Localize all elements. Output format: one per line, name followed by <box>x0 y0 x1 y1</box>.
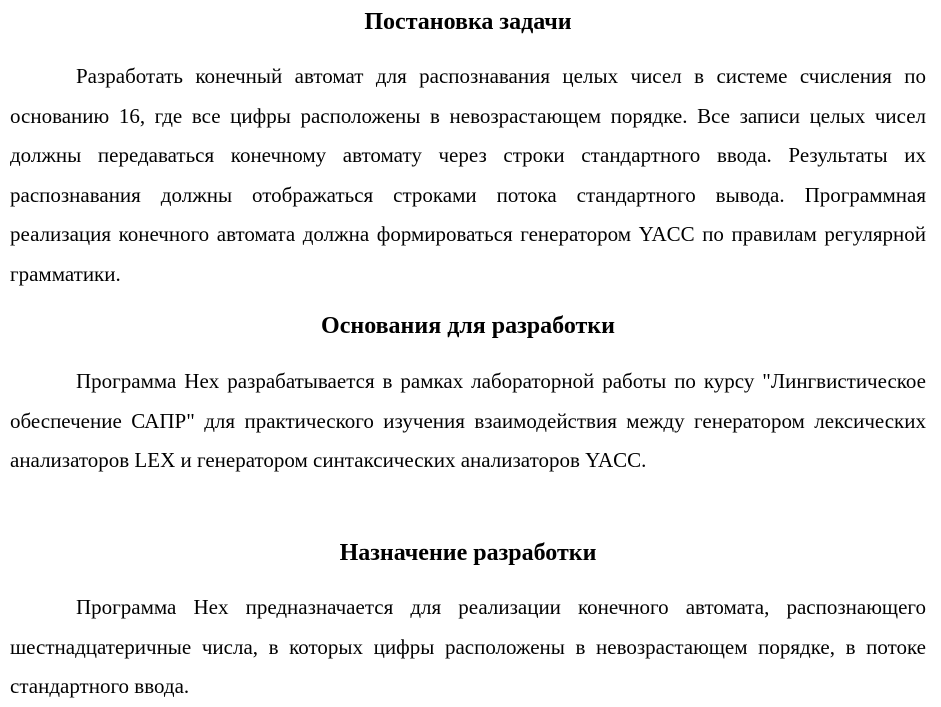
section-body-development-grounds: Программа Hex разрабатывается в рамках лабораторной работы по курсу "Лингвистическое обеспечение САПР" для практического изучения взаимодействия между генератором лексических анализаторов LEX и генератором синтаксических анализаторов YACC. <box>10 369 926 472</box>
section-body-development-purpose: Программа Hex предназначается для реализации конечного автомата, распознающего шестнадцатеричные числа, в которых цифры расположены в невозрастающем порядке, в потоке стандартного ввода. <box>10 595 926 698</box>
section-heading-development-grounds: Основания для разработки <box>321 313 615 339</box>
section-body-task-statement: Разработать конечный автомат для распознавания целых чисел в системе счисления по основанию 16, где все цифры расположены в невозрастающем порядке. Все записи целых чисел должны передаваться конечному автомату через строки стандартного ввода. Результаты их распознавания должны отображаться строками потока стандартного вывода. Программная реализация конечного автомата должна формироваться генератором YACC по правилам регулярной грамматики. <box>10 64 926 286</box>
section-heading-task-statement: Постановка задачи <box>364 9 572 35</box>
section-heading-development-purpose: Назначение разработки <box>339 540 597 566</box>
